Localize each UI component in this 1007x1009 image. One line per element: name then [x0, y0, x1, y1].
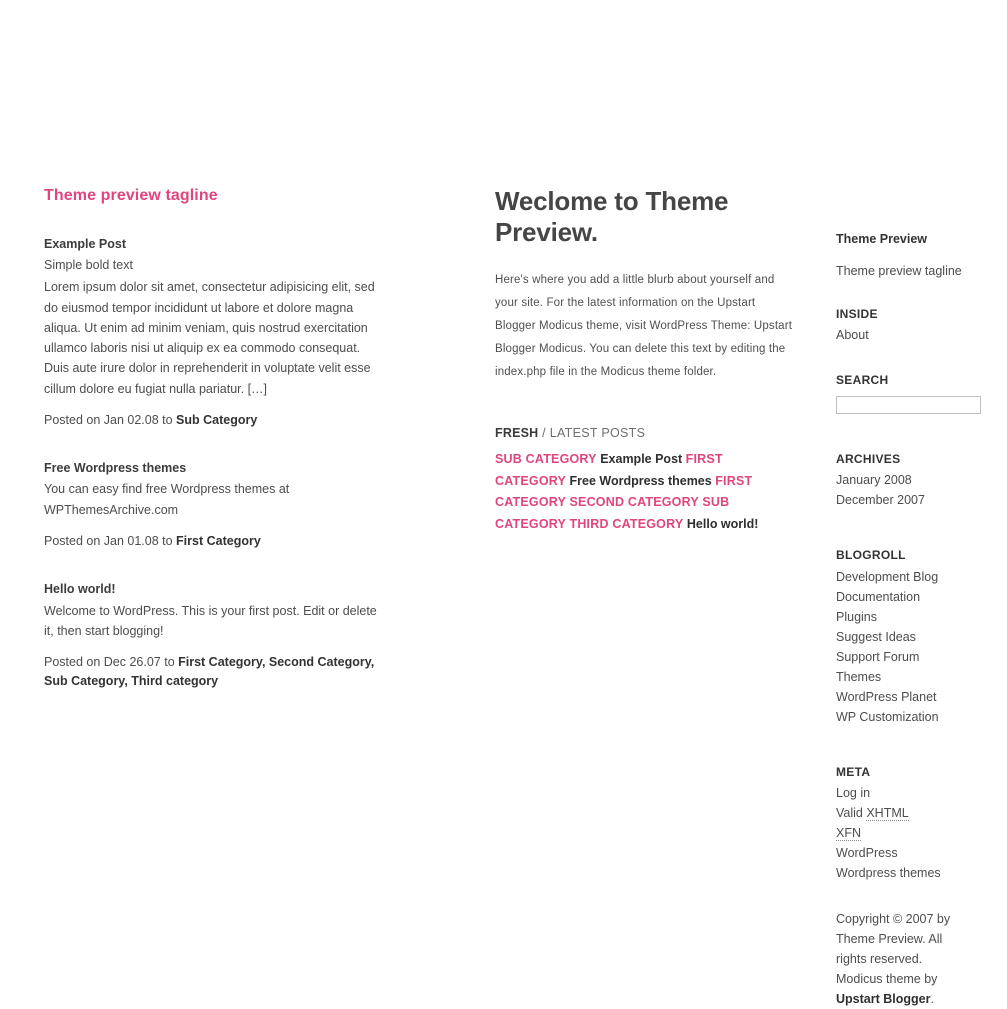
- copyright-line: [836, 969, 984, 989]
- sidebar-item-wordpress[interactable]: WordPress: [836, 846, 898, 861]
- post-meta-categories[interactable]: First Category, Second Category, Sub Category, Third category: [44, 655, 375, 688]
- post-meta-categories[interactable]: Sub Category: [176, 412, 258, 427]
- post-meta-prefix: Posted on Jan 01.08 to: [44, 533, 177, 548]
- sidebar: [836, 230, 984, 1009]
- sidebar-item-archive[interactable]: December 2007: [836, 493, 925, 508]
- sidebar-item-blogroll[interactable]: Support Forum: [836, 649, 920, 664]
- sidebar-section-search: [836, 371, 984, 414]
- sidebar-item-blogroll[interactable]: Plugins: [836, 609, 877, 624]
- sidebar-item-blogroll[interactable]: Themes: [836, 669, 882, 684]
- sidebar-list-blogroll: [836, 567, 984, 727]
- sidebar-item-blogroll[interactable]: Documentation: [836, 589, 921, 604]
- sidebar-heading-archives: ARCHIVES: [836, 451, 901, 466]
- page-title: Weclome to Theme Preview.: [495, 186, 729, 247]
- sidebar-item-login[interactable]: Log in: [836, 786, 871, 801]
- copyright-block: [836, 909, 984, 1009]
- post-meta-categories[interactable]: First Category: [176, 533, 261, 548]
- fresh-section: [495, 424, 794, 535]
- post-item: [44, 235, 380, 429]
- welcome-column: [495, 186, 794, 535]
- post-meta-prefix: Posted on Jan 02.08 to: [44, 412, 177, 427]
- sidebar-item-blogroll[interactable]: WordPress Planet: [836, 689, 937, 704]
- upstart-blogger-link[interactable]: Upstart Blogger: [836, 992, 931, 1007]
- post-item: [44, 580, 380, 690]
- fresh-category-link[interactable]: SUB CATEGORY: [495, 452, 597, 467]
- sidebar-item-blogroll[interactable]: WP Customization: [836, 709, 939, 724]
- sidebar-item-about[interactable]: About: [836, 328, 869, 343]
- sidebar-heading-inside: INSIDE: [836, 306, 878, 321]
- sidebar-section-blogroll: [836, 546, 984, 727]
- post-subtitle: Simple bold text: [44, 258, 133, 273]
- sidebar-heading-meta: META: [836, 764, 871, 779]
- fresh-heading-strong: FRESH: [495, 426, 539, 441]
- xhtml-abbr[interactable]: XHTML: [866, 806, 909, 821]
- copyright-line: Theme Preview. All: [836, 932, 943, 947]
- copyright-line: Copyright © 2007 by: [836, 912, 951, 927]
- post-title[interactable]: Free Wordpress themes: [44, 461, 187, 476]
- fresh-category-link[interactable]: FIRST CATEGORY SECOND CATEGORY SUB CATEGORY THIRD CATEGORY: [495, 473, 753, 531]
- search-input[interactable]: [836, 396, 981, 414]
- sidebar-heading-blogroll: BLOGROLL: [836, 548, 906, 563]
- sidebar-section-meta: [836, 763, 984, 884]
- copyright-credit-line: [836, 989, 984, 1009]
- post-body: Welcome to WordPress. This is your first post. Edit or delete it, then start blogging!: [44, 603, 377, 638]
- welcome-blurb: Here's where you add a little blurb about yourself and your site. For the latest information on the Upstart Blogger Modicus theme, visit WordPress Theme: Upstart Blogger Modicus. You can delete this text by editing the index.php file in the Modicus theme folder.: [495, 274, 793, 379]
- post-title[interactable]: Example Post: [44, 237, 126, 252]
- post-item: [44, 459, 380, 550]
- post-body: Lorem ipsum dolor sit amet, consectetur adipisicing elit, sed do eiusmod tempor incididunt ut labore et dolore magna aliqua. Ut enim ad minim veniam, quis nostrud exercitation ullamco laboris nisi ut aliquip ex ea commodo consequat. Duis aute irure dolor in reprehenderit in voluptate velit esse cillum dolore eu fugiat nulla pariatur. […]: [44, 280, 375, 396]
- fresh-list: [495, 449, 794, 535]
- sidebar-item-wordpress-themes[interactable]: Wordpress themes: [836, 866, 941, 881]
- fresh-post-link[interactable]: Hello world!: [686, 516, 759, 531]
- fresh-post-link[interactable]: Example Post: [600, 452, 683, 467]
- fresh-post-link[interactable]: Free Wordpress themes: [569, 473, 712, 488]
- page-tagline: Theme preview tagline: [44, 187, 218, 204]
- posts-column: [44, 186, 380, 716]
- fresh-category-link[interactable]: FIRST CATEGORY: [495, 452, 723, 488]
- sidebar-list-archives: [836, 470, 984, 510]
- sidebar-item-blogroll[interactable]: Suggest Ideas: [836, 629, 916, 644]
- sidebar-item-archive[interactable]: January 2008: [836, 473, 912, 488]
- sidebar-site-block: [836, 230, 984, 281]
- sidebar-list-inside: [836, 325, 984, 345]
- copyright-credit-suffix: .: [930, 992, 934, 1007]
- sidebar-section-archives: [836, 450, 984, 511]
- post-meta: [44, 653, 380, 690]
- fresh-heading-light: / LATEST POSTS: [538, 426, 646, 441]
- sidebar-site-tagline: Theme preview tagline: [836, 263, 962, 278]
- fresh-heading: [495, 424, 794, 443]
- sidebar-item-xfn[interactable]: [836, 823, 984, 843]
- post-meta: [44, 411, 380, 430]
- sidebar-heading-search: SEARCH: [836, 373, 889, 388]
- post-meta: [44, 532, 380, 551]
- sidebar-item-blogroll[interactable]: Development Blog: [836, 569, 939, 584]
- sidebar-site-title[interactable]: Theme Preview: [836, 232, 928, 246]
- post-title[interactable]: Hello world!: [44, 582, 116, 597]
- meta-plain-text: Valid: [836, 806, 867, 821]
- xfn-abbr[interactable]: XFN: [836, 826, 861, 841]
- copyright-theme-by: Modicus theme by: [836, 972, 938, 987]
- sidebar-section-inside: [836, 305, 984, 346]
- sidebar-list-meta: [836, 783, 984, 883]
- sidebar-item-valid-xhtml[interactable]: [836, 803, 984, 823]
- copyright-line: rights reserved.: [836, 952, 923, 967]
- post-body: You can easy find free Wordpress themes at WPThemesArchive.com: [44, 482, 290, 517]
- post-meta-prefix: Posted on Dec 26.07 to: [44, 655, 179, 670]
